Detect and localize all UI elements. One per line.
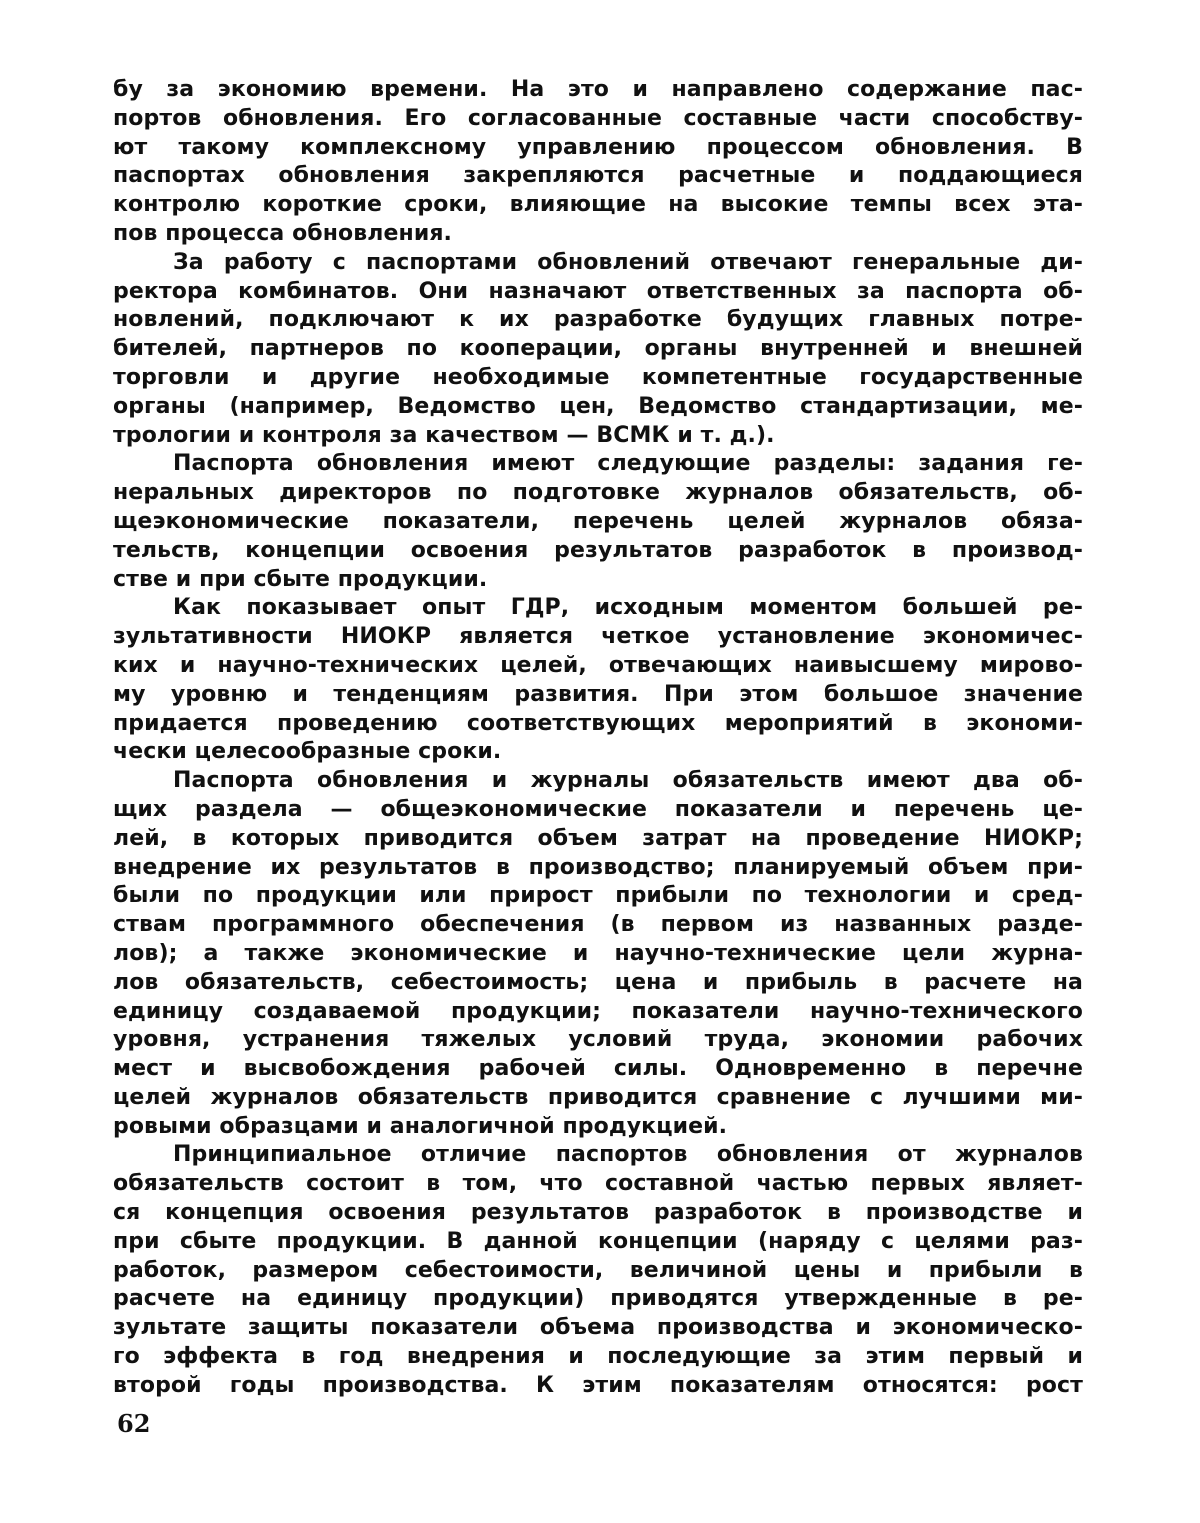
text-line: внедрение их результатов в производство; планируемый объем при- xyxy=(113,854,1083,880)
text-line: бителей, партнеров по кооперации, органы внутренней и внешней xyxy=(113,336,1083,362)
text-line: мест и высвобождения рабочей силы. Одновременно в перечне xyxy=(113,1056,1083,1082)
text-line: неральных директоров по подготовке журналов обязательств, об- xyxy=(113,480,1083,506)
text-line: новлений, подключают к их разработке будущих главных потре- xyxy=(113,307,1083,333)
text-line: чески целесообразные сроки. xyxy=(113,739,502,765)
text-line: Как показывает опыт ГДР, исходным моментом большей ре- xyxy=(173,595,1083,621)
text-line: придается проведению соответствующих мероприятий в экономи- xyxy=(113,710,1083,736)
text-line: второй годы производства. К этим показателям относятся: рост xyxy=(113,1372,1083,1398)
text-line: зультативности НИОКР является четкое установление экономичес- xyxy=(113,624,1083,650)
text-line: ют такому комплексному управлению процессом обновления. В xyxy=(113,134,1083,160)
paragraph xyxy=(113,76,1083,249)
text-line: лов обязательств, себестоимость; цена и прибыль в расчете на xyxy=(113,969,1083,995)
text-line: обязательств состоит в том, что составной частью первых являет- xyxy=(113,1171,1083,1197)
paragraph xyxy=(113,249,1083,451)
page-number: 62 xyxy=(117,1409,151,1438)
text-line: трологии и контроля за качеством — ВСМК и т. д.). xyxy=(113,422,775,448)
text-line: были по продукции или прирост прибыли по технологии и сред- xyxy=(113,883,1083,909)
text-line: му уровню и тенденциям развития. При этом большое значение xyxy=(113,681,1083,707)
text-line: Паспорта обновления имеют следующие разделы: задания ге- xyxy=(173,451,1083,477)
text-line: зультате защиты показатели объема производства и экономическо- xyxy=(113,1315,1083,1341)
paragraph xyxy=(113,450,1083,594)
text-line: ствам программного обеспечения (в первом из названных разде- xyxy=(113,912,1083,938)
text-line: бу за экономию времени. На это и направлено содержание пас- xyxy=(113,77,1083,102)
paragraph xyxy=(113,767,1083,1141)
text-line: лей, в которых приводится объем затрат на проведение НИОКР; xyxy=(113,825,1083,851)
text-line: стве и при сбыте продукции. xyxy=(113,566,488,592)
text-line: ректора комбинатов. Они назначают ответственных за паспорта об- xyxy=(113,278,1083,304)
text-line: паспортах обновления закрепляются расчетные и поддающиеся xyxy=(113,163,1083,189)
text-line: щих раздела — общеэкономические показатели и перечень це- xyxy=(113,796,1083,822)
text-line: ся концепция освоения результатов разработок в производстве и xyxy=(113,1200,1083,1226)
text-line: портов обновления. Его согласованные составные части способству- xyxy=(113,105,1083,131)
paragraph xyxy=(113,1141,1083,1400)
text-line: го эффекта в год внедрения и последующие за этим первый и xyxy=(113,1344,1083,1370)
text-line: работок, размером себестоимости, величиной цены и прибыли в xyxy=(113,1257,1083,1283)
text-line: ких и научно-технических целей, отвечающих наивысшему мирово- xyxy=(113,652,1083,678)
text-line: Принципиальное отличие паспортов обновления от журналов xyxy=(173,1142,1083,1168)
text-line: лов); а также экономические и научно-технические цели журна- xyxy=(113,940,1083,966)
text-line: расчете на единицу продукции) приводятся утвержденные в ре- xyxy=(113,1286,1083,1312)
text-line: целей журналов обязательств приводится сравнение с лучшими ми- xyxy=(113,1084,1083,1110)
text-line: Паспорта обновления и журналы обязательств имеют два об- xyxy=(173,768,1083,794)
text-line: ровыми образцами и аналогичной продукцией. xyxy=(113,1113,728,1139)
text-line: пов процесса обновления. xyxy=(113,220,453,246)
text-line: уровня, устранения тяжелых условий труда, экономии рабочих xyxy=(113,1027,1083,1053)
text-line: щеэкономические показатели, перечень целей журналов обяза- xyxy=(113,508,1083,534)
text-line: органы (например, Ведомство цен, Ведомство стандартизации, ме- xyxy=(113,393,1083,419)
paragraph xyxy=(113,594,1083,767)
text-line: тельств, концепции освоения результатов разработок в производ- xyxy=(113,537,1083,563)
text-line: единицу создаваемой продукции; показатели научно-технического xyxy=(113,998,1083,1024)
text-line: торговли и другие необходимые компетентные государственные xyxy=(113,364,1083,390)
text-line: контролю короткие сроки, влияющие на высокие темпы всех эта- xyxy=(113,192,1083,218)
text-line: За работу с паспортами обновлений отвечают генеральные ди- xyxy=(173,249,1083,275)
body-text xyxy=(113,76,1083,1401)
text-line: при сбыте продукции. В данной концепции (наряду с целями раз- xyxy=(113,1228,1083,1254)
